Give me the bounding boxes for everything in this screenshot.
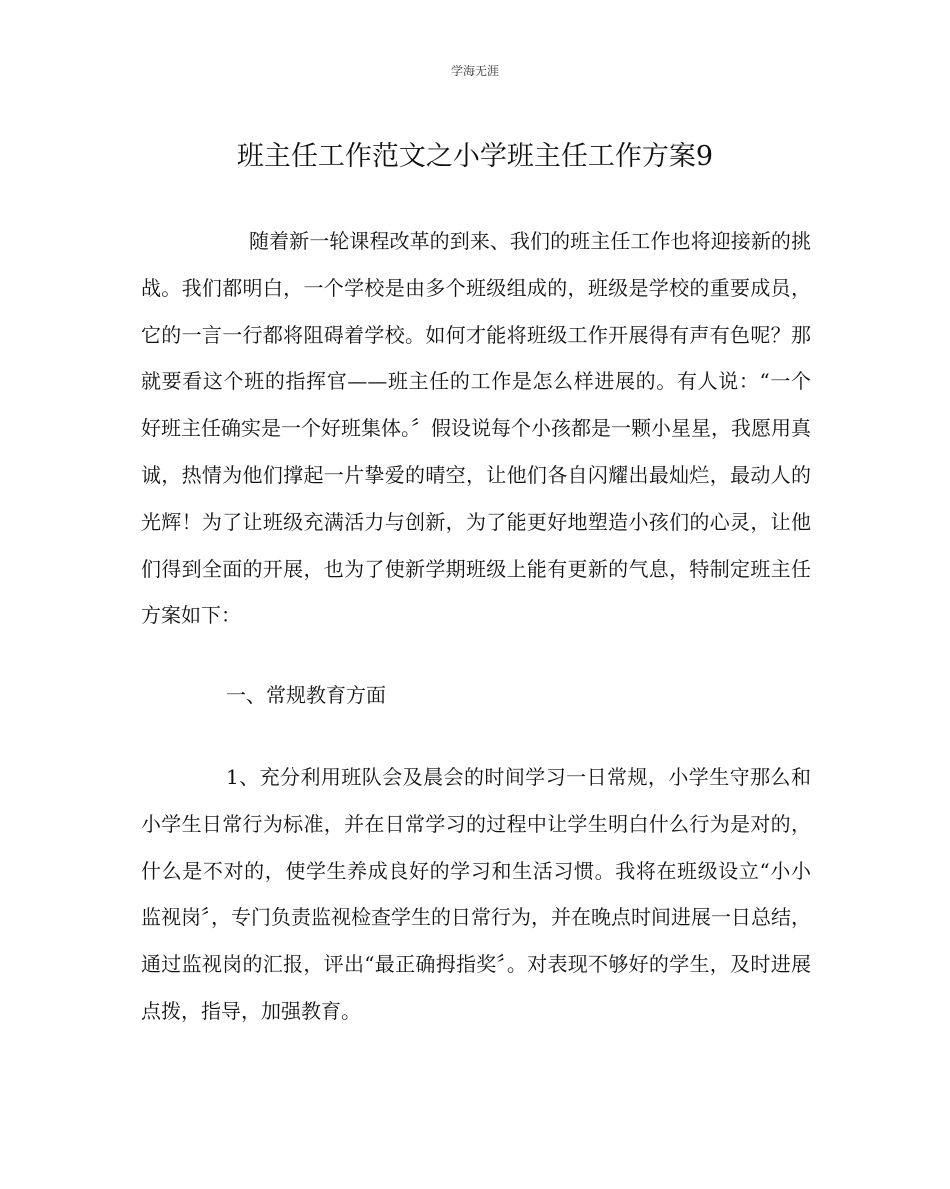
paragraph-item-1: 1、充分利用班队会及晨会的时间学习一日常规，小学生守那么和小学生日常行为标准，并在日常学习的过程中让学生明白什么行为是对的，什么是不对的，使学生养成良好的学习和生活习惯。我将在班级设立“小小监视岗〞，专门负责监视检查学生的日常行为，并在晚点时间进展一日总结，通过监视岗的汇报，评出“最正确拇指奖〞。对表现不够好的学生，及时进展点拨，指导，加强教育。 [141,765,811,1023]
document-title: 班主任工作范文之小学班主任工作方案9 [236,141,714,172]
section-heading: 一、常规教育方面 [226,683,386,707]
paragraph-intro: 随着新一轮课程改革的到来、我们的班主任工作也将迎接新的挑战。我们都明白，一个学校是由多个班级组成的，班级是学校的重要成员，它的一言一行都将阻碍着学校。如何才能将班级工作开展得有声有色呢？那就要看这个班的指挥官——班主任的工作是怎么样进展的。有人说：“一个好班主任确实是一个好班集体。〞假设说每个小孩都是一颗小星星，我愿用真诚，热情为他们撑起一片挚爱的晴空，让他们各自闪耀出最灿烂，最动人的光辉！为了让班级充满活力与创新，为了能更好地塑造小孩们的心灵，让他们得到全面的开展，也为了使新学期班级上能有更新的气息，特制定班主任方案如下： [141,229,811,628]
page-header: 学海无涯 [450,64,499,78]
